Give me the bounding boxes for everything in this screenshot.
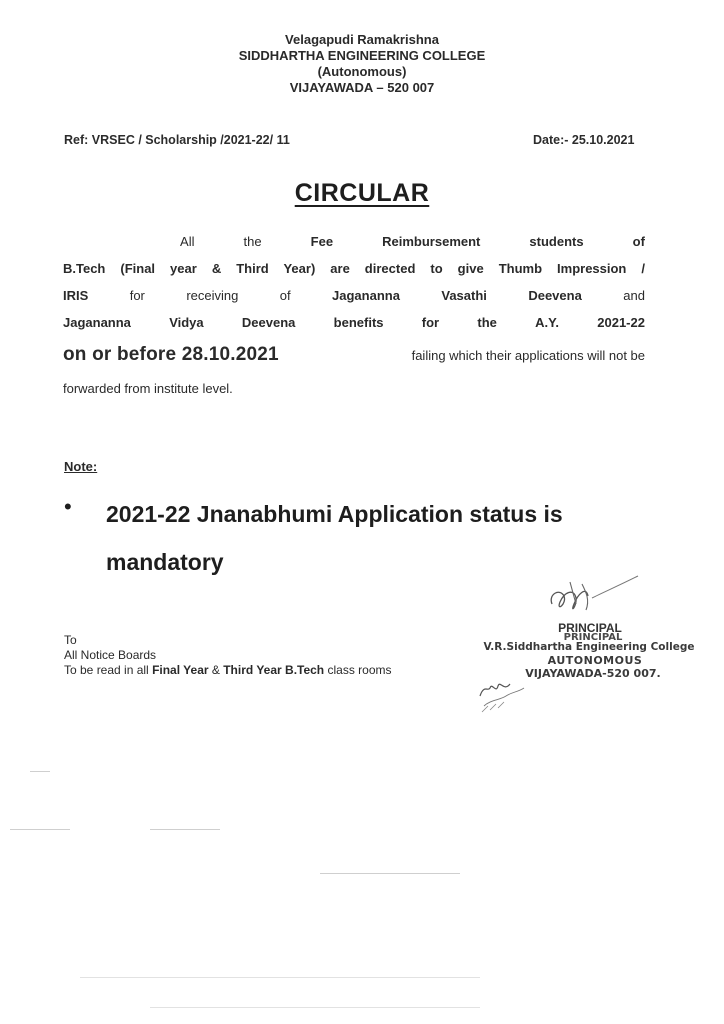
reference-number: Ref: VRSEC / Scholarship /2021-22/ 11 xyxy=(64,133,290,147)
to-line-2 xyxy=(64,663,392,678)
scan-artifact xyxy=(150,1007,480,1008)
body-word: Reimbursement xyxy=(382,234,481,249)
scan-artifact xyxy=(150,829,220,830)
to-label: To xyxy=(64,633,77,647)
body-word: of xyxy=(279,288,291,303)
body-word: IRIS xyxy=(63,288,89,303)
scan-artifact xyxy=(10,829,70,830)
body-word: the xyxy=(243,234,262,249)
stamp-title: PRINCIPAL xyxy=(563,632,623,643)
college-name-line1: Velagapudi Ramakrishna xyxy=(285,32,439,47)
body-word: Vidya xyxy=(169,315,204,330)
body-line-5 xyxy=(63,342,645,368)
body-word: and xyxy=(623,288,645,303)
circular-date: Date:- 25.10.2021 xyxy=(533,133,635,147)
scan-artifact xyxy=(80,977,480,978)
body-line-5-rest: failing which their applications will not be xyxy=(411,348,645,363)
to-text-bold: Final Year xyxy=(152,663,209,677)
body-line-3 xyxy=(63,286,645,306)
to-text: & xyxy=(208,663,224,677)
body-word: the xyxy=(477,315,497,330)
body-word: students xyxy=(529,234,584,249)
college-address: VIJAYAWADA – 520 007 xyxy=(289,80,435,95)
body-line-1 xyxy=(63,232,645,252)
to-line-1: All Notice Boards xyxy=(64,648,157,662)
body-word: of xyxy=(632,234,645,249)
bullet-icon: • xyxy=(64,494,72,519)
page-title: CIRCULAR xyxy=(294,179,430,207)
body-word: for xyxy=(421,315,440,330)
body-word: Deevena xyxy=(528,288,582,303)
body-word: Deevena xyxy=(241,315,296,330)
body-word: A.Y. xyxy=(535,315,559,330)
body-word: 2021-22 xyxy=(597,315,645,330)
body-word: Fee xyxy=(310,234,334,249)
body-word: Jagananna xyxy=(63,315,131,330)
to-text: To be read in all xyxy=(64,663,153,677)
initials-mark xyxy=(476,670,536,718)
college-name-line2: SIDDHARTHA ENGINEERING COLLEGE xyxy=(238,48,486,63)
body-word: for xyxy=(129,288,145,303)
principal-title: PRINCIPAL xyxy=(558,621,622,635)
to-text-bold: Third Year B.Tech xyxy=(223,663,325,677)
scan-artifact xyxy=(320,873,460,874)
principal-signature xyxy=(530,574,650,626)
to-text: class rooms xyxy=(324,663,392,677)
stamp-college-name: V.R.Siddhartha Engineering College xyxy=(483,641,695,653)
body-word: Jagananna xyxy=(332,288,400,303)
body-line-4 xyxy=(63,313,645,333)
deadline-text: on or before 28.10.2021 xyxy=(63,344,279,365)
body-word: All xyxy=(180,234,195,249)
college-status: (Autonomous) xyxy=(317,64,407,79)
stamp-autonomous: AUTONOMOUS xyxy=(547,654,643,667)
body-word: Vasathi xyxy=(441,288,487,303)
body-word: benefits xyxy=(333,315,384,330)
scan-artifact xyxy=(30,771,50,772)
body-line-2: B.Tech (Final year & Third Year) are directed to give Thumb Impression / xyxy=(63,261,645,276)
body-word: receiving xyxy=(186,288,239,303)
note-label: Note: xyxy=(64,459,98,474)
stamp-address: VIJAYAWADA-520 007. xyxy=(525,667,661,680)
note-text: 2021-22 Jnanabhumi Application status is mandatory xyxy=(106,501,563,575)
body-line-6: forwarded from institute level. xyxy=(63,381,233,396)
